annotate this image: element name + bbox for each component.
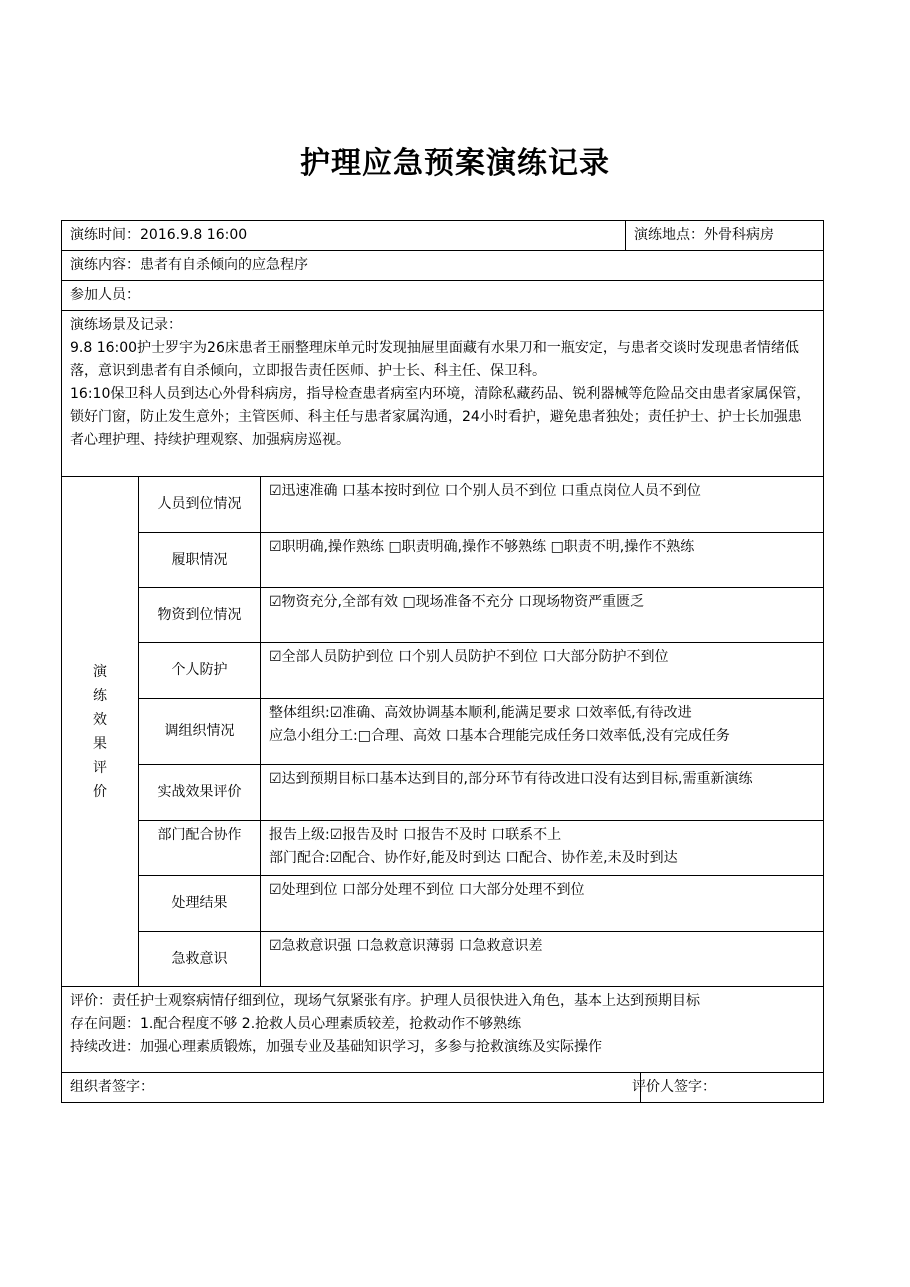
eval-row (62, 932, 824, 987)
eval-option-line: 应急小组分工:□合理、高效 口基本合理能完成任务口效率低,没有完成任务 (269, 728, 730, 744)
drill-time: 演练时间：2016.9.8 16:00 (62, 221, 626, 251)
section-char: 果 (93, 735, 107, 752)
eval-options: ☑职明确,操作熟练 □职责明确,操作不够熟练 □职责不明,操作不熟练 (261, 533, 824, 588)
eval-options: ☑达到预期目标口基本达到目的,部分环节有待改进口没有达到目标,需重新演练 (261, 765, 824, 821)
section-char: 价 (93, 783, 107, 800)
page-title: 护理应急预案演练记录 (300, 146, 610, 181)
scene-heading: 演练场景及记录： (70, 317, 182, 333)
eval-row (62, 643, 824, 699)
section-char: 效 (93, 711, 107, 728)
eval-row (62, 533, 824, 588)
scene-row (62, 311, 824, 477)
participants: 参加人员： (62, 281, 824, 311)
eval-label: 处理结果 (139, 876, 261, 932)
eval-options (261, 821, 824, 876)
eval-options: ☑全部人员防护到位 口个别人员防护不到位 口大部分防护不到位 (261, 643, 824, 699)
eval-label: 部门配合协作 (139, 821, 261, 876)
eval-label: 调组织情况 (139, 699, 261, 765)
section-char: 评 (93, 759, 107, 776)
eval-row (62, 699, 824, 765)
summary-cell (62, 987, 824, 1073)
signature-row (62, 1073, 824, 1103)
content-row (62, 251, 824, 281)
eval-option-line: 部门配合:☑配合、协作好,能及时到达 口配合、协作差,未及时到达 (269, 850, 678, 866)
drill-record-table (61, 220, 824, 1103)
eval-options (261, 699, 824, 765)
section-char: 演 (93, 663, 107, 680)
scene-paragraph-2: 16:10保卫科人员到达心外骨科病房，指导检查患者病室内环境，清除私藏药品、锐利器械等危险品交由患者家属保管，锁好门窗，防止发生意外；主管医师、科主任与患者家属沟通，24小时看护，避免患者独处；责任护士、护士长加强患者心理护理、持续护理观察、加强病房巡视。 (70, 386, 811, 448)
participants-row (62, 281, 824, 311)
eval-label: 急救意识 (139, 932, 261, 987)
eval-option-line: 报告上级:☑报告及时 口报告不及时 口联系不上 (269, 827, 562, 843)
evaluator-signature-label: 评价人签字： (632, 1079, 716, 1095)
eval-options: ☑迅速准确 口基本按时到位 口个别人员不到位 口重点岗位人员不到位 (261, 477, 824, 533)
eval-options: ☑处理到位 口部分处理不到位 口大部分处理不到位 (261, 876, 824, 932)
eval-label: 人员到位情况 (139, 477, 261, 533)
summary-evaluation: 评价：责任护士观察病情仔细到位，现场气氛紧张有序。护理人员很快进入角色，基本上达到预期目标 (70, 993, 700, 1009)
eval-row (62, 821, 824, 876)
summary-row (62, 987, 824, 1073)
eval-label: 履职情况 (139, 533, 261, 588)
summary-improvement: 持续改进：加强心理素质锻炼，加强专业及基础知识学习，多参与抢救演练及实际操作 (70, 1039, 602, 1055)
signature-divider (640, 1073, 641, 1102)
eval-option-line: 整体组织:☑准确、高效协调基本顺利,能满足要求 口效率低,有待改进 (269, 705, 692, 721)
drill-content: 演练内容：患者有自杀倾向的应急程序 (62, 251, 824, 281)
time-place-row (62, 221, 824, 251)
eval-options: ☑物资充分,全部有效 □现场准备不充分 口现场物资严重匮乏 (261, 588, 824, 643)
eval-row (62, 765, 824, 821)
scene-paragraph-1: 9.8 16:00护士罗宇为26床患者王丽整理床单元时发现抽屉里面藏有水果刀和一瓶安定，与患者交谈时发现患者情绪低落，意识到患者有自杀倾向，立即报告责任医师、护士长、科主任、保卫科。 (70, 340, 799, 379)
eval-row (62, 588, 824, 643)
signature-cell (62, 1073, 824, 1103)
section-char: 练 (93, 687, 107, 704)
eval-label: 实战效果评价 (139, 765, 261, 821)
eval-row (62, 876, 824, 932)
scene-cell (62, 311, 824, 477)
summary-issues: 存在问题：1.配合程度不够 2.抢救人员心理素质较差，抢救动作不够熟练 (70, 1016, 522, 1032)
evaluation-section-label (62, 477, 139, 987)
organizer-signature-label: 组织者签字： (70, 1079, 154, 1095)
eval-row (62, 477, 824, 533)
eval-label: 物资到位情况 (139, 588, 261, 643)
drill-place: 演练地点：外骨科病房 (626, 221, 824, 251)
eval-label: 个人防护 (139, 643, 261, 699)
eval-options: ☑急救意识强 口急救意识薄弱 口急救意识差 (261, 932, 824, 987)
